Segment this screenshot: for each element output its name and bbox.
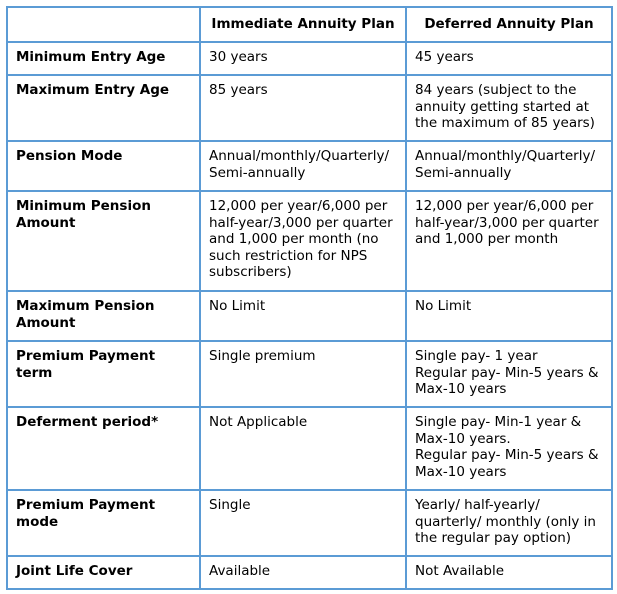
row-label: Maximum Pension Amount <box>7 291 200 341</box>
header-immediate-annuity: Immediate Annuity Plan <box>200 7 406 42</box>
row-label: Premium Payment mode <box>7 490 200 556</box>
table-row <box>7 291 612 341</box>
immediate-plan-cell <box>200 490 406 556</box>
deferred-cell-line: Semi-annually <box>415 164 512 181</box>
deferred-plan-cell <box>406 42 612 75</box>
immediate-plan-cell <box>200 291 406 341</box>
deferred-cell-line: Regular pay- Min-5 years & <box>415 364 599 381</box>
deferred-cell-line: Max-10 years. <box>415 430 511 447</box>
table-body <box>7 42 612 589</box>
deferred-plan-cell <box>406 556 612 589</box>
deferred-plan-cell <box>406 341 612 407</box>
immediate-cell-line: Single <box>209 497 251 513</box>
row-label: Pension Mode <box>7 141 200 191</box>
row-label: Premium Payment term <box>7 341 200 407</box>
header-empty-cell <box>7 7 200 42</box>
deferred-cell-line: the maximum of 85 years) <box>415 115 595 131</box>
deferred-cell-line: Annual/monthly/Quarterly/ <box>415 148 596 164</box>
deferred-cell-line: 84 years (subject to the <box>415 82 577 98</box>
immediate-cell-line: 85 years <box>209 82 268 98</box>
immediate-cell-line: No Limit <box>209 298 266 314</box>
immediate-plan-cell <box>200 556 406 589</box>
deferred-cell-line: No Limit <box>415 298 472 314</box>
deferred-plan-cell <box>406 191 612 291</box>
table-row <box>7 75 612 141</box>
deferred-plan-cell <box>406 291 612 341</box>
row-label: Joint Life Cover <box>7 556 200 589</box>
table-row <box>7 191 612 291</box>
row-label: Minimum Entry Age <box>7 42 200 75</box>
immediate-cell-line: 12,000 per year/6,000 per <box>209 198 388 214</box>
deferred-plan-cell <box>406 141 612 191</box>
table-row <box>7 556 612 589</box>
table-row <box>7 407 612 490</box>
deferred-cell-line: 45 years <box>415 49 474 65</box>
immediate-cell-line: subscribers) <box>209 264 292 280</box>
header-deferred-annuity: Deferred Annuity Plan <box>406 7 612 42</box>
deferred-cell-line: Not Available <box>415 563 505 579</box>
deferred-cell-line: annuity getting started at <box>415 98 590 115</box>
immediate-cell-line: such restriction for NPS <box>209 247 368 264</box>
deferred-cell-line: Yearly/ half-yearly/ <box>415 497 540 513</box>
row-label: Maximum Entry Age <box>7 75 200 141</box>
immediate-cell-line: Not Applicable <box>209 414 308 430</box>
table-row <box>7 341 612 407</box>
deferred-cell-line: Single pay- Min-1 year & <box>415 414 582 430</box>
deferred-cell-line: quarterly/ monthly (only in <box>415 513 596 530</box>
deferred-plan-cell <box>406 75 612 141</box>
immediate-cell-line: and 1,000 per month (no <box>209 231 379 247</box>
deferred-cell-line: Max-10 years <box>415 381 507 397</box>
immediate-plan-cell <box>200 341 406 407</box>
deferred-cell-line: Regular pay- Min-5 years & <box>415 447 599 463</box>
annuity-comparison-table <box>6 6 613 590</box>
deferred-plan-cell <box>406 490 612 556</box>
immediate-plan-cell <box>200 75 406 141</box>
deferred-cell-line: 12,000 per year/6,000 per <box>415 198 594 214</box>
immediate-cell-line: 30 years <box>209 49 268 65</box>
row-label: Deferment period* <box>7 407 200 490</box>
deferred-cell-line: and 1,000 per month <box>415 231 559 247</box>
deferred-cell-line: Single pay- 1 year <box>415 348 538 364</box>
table-row <box>7 490 612 556</box>
deferred-cell-line: half-year/3,000 per quarter <box>415 214 599 231</box>
immediate-cell-line: Annual/monthly/Quarterly/ <box>209 148 390 164</box>
table-row <box>7 42 612 75</box>
immediate-cell-line: Single premium <box>209 348 316 364</box>
table-row <box>7 141 612 191</box>
immediate-plan-cell <box>200 407 406 490</box>
row-label: Minimum Pension Amount <box>7 191 200 291</box>
immediate-cell-line: Available <box>209 563 271 579</box>
immediate-cell-line: Semi-annually <box>209 164 306 181</box>
immediate-plan-cell <box>200 191 406 291</box>
immediate-cell-line: half-year/3,000 per quarter <box>209 214 393 231</box>
deferred-plan-cell <box>406 407 612 490</box>
immediate-plan-cell <box>200 141 406 191</box>
deferred-cell-line: Max-10 years <box>415 463 507 480</box>
deferred-cell-line: the regular pay option) <box>415 530 572 546</box>
immediate-plan-cell <box>200 42 406 75</box>
header-row <box>7 7 612 42</box>
